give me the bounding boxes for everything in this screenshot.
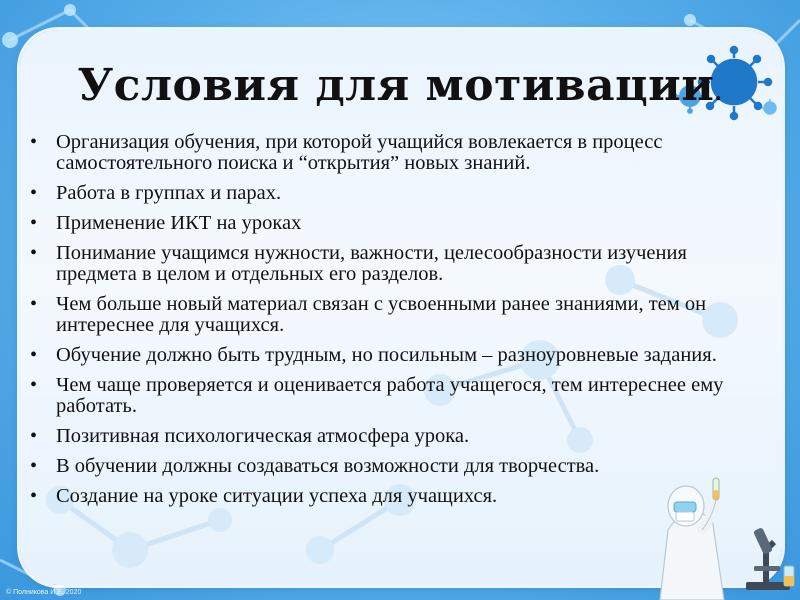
list-item-text: Применение ИКТ на уроках (56, 212, 302, 234)
bullet-marker: • (30, 212, 38, 234)
list-item (28, 345, 763, 366)
list-item (28, 294, 763, 336)
slide-title-text: Условия для мотивации (77, 60, 715, 111)
list-item-text: Понимание учащимся нужности, важности, целесообразности изучения предмета в целом и отдельных его разделов. (56, 242, 687, 285)
bullet-marker: • (30, 182, 38, 204)
list-item (28, 132, 763, 174)
list-item (28, 426, 763, 447)
bullet-list (28, 132, 763, 516)
bullet-marker: • (30, 242, 38, 264)
bullet-marker: • (30, 485, 38, 507)
copyright-footer: © Полникова И.Е. 2020 (6, 589, 82, 596)
list-item (28, 183, 763, 204)
bullet-marker: • (30, 293, 38, 315)
scientist-illustration (650, 470, 800, 600)
slide-title-period: . (714, 80, 723, 106)
bullet-marker: • (30, 131, 38, 153)
list-item-text: Чем чаще проверяется и оценивается работа учащегося, тем интереснее ему работать. (56, 374, 724, 417)
bullet-marker: • (30, 374, 38, 396)
list-item-text: Обучение должно быть трудным, но посильным – разноуровневые задания. (56, 344, 717, 366)
slide-title (0, 58, 800, 121)
list-item-text: Создание на уроке ситуации успеха для учащихся. (56, 485, 498, 507)
list-item-text: Организация обучения, при которой учащийся вовлекается в процесс самостоятельного поиска и “открытия” новых знаний. (56, 131, 663, 174)
bullet-marker: • (30, 425, 38, 447)
list-item (28, 243, 763, 285)
list-item (28, 213, 763, 234)
list-item-text: Позитивная психологическая атмосфера урока. (56, 425, 470, 447)
list-item-text: Чем больше новый материал связан с усвоенными ранее знаниями, тем он интереснее для учащихся. (56, 293, 707, 336)
list-item-text: Работа в группах и парах. (56, 182, 282, 204)
bullet-marker: • (30, 344, 38, 366)
list-item-text: В обучении должны создаваться возможности для творчества. (56, 455, 600, 477)
microscope-icon (746, 527, 790, 590)
list-item (28, 375, 763, 417)
bullet-marker: • (30, 455, 38, 477)
